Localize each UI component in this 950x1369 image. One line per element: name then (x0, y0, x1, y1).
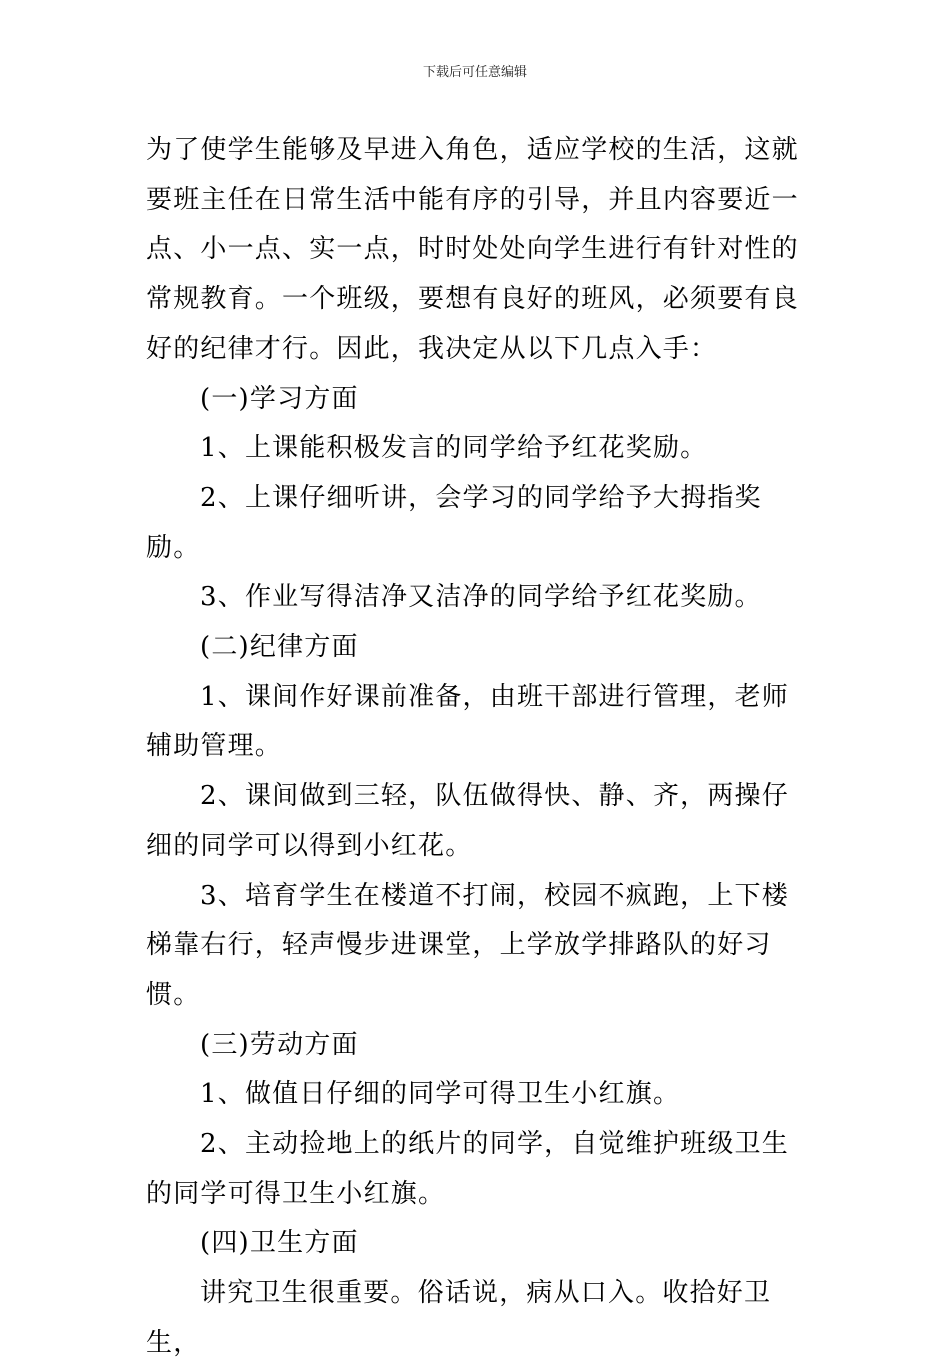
paragraph-labor-2: 2、主动捡地上的纸片的同学，自觉维护班级卫生的同学可得卫生小红旗。 (146, 1129, 789, 1209)
paragraph-study-3: 3、作业写得洁净又洁净的同学给予红花奖励。 (200, 582, 762, 613)
paragraph-hygiene-1: 讲究卫生很重要。俗话说，病从口入。收拾好卫生， (146, 1278, 772, 1358)
page-header: 下载后可任意编辑 (422, 65, 527, 80)
paragraph-study-1: 1、上课能积极发言的同学给予红花奖励。 (200, 433, 708, 464)
document-body (146, 126, 810, 1369)
paragraph-discipline-3: 3、培育学生在楼道不打闹，校园不疯跑，上下楼梯靠右行，轻声慢步进课堂，上学放学排路队的好习惯。 (146, 880, 789, 1010)
paragraph-study-2: 2、上课仔细听讲，会学习的同学给予大拇指奖励。 (146, 482, 762, 563)
section-heading-labor: (三)劳动方面 (200, 1029, 359, 1060)
section-heading-hygiene: (四)卫生方面 (200, 1228, 359, 1259)
section-heading-discipline: (二)纪律方面 (200, 632, 359, 663)
paragraph-intro: 为了使学生能够及早进入角色，适应学校的生活，这就要班主任在日常生活中能有序的引导，并且内容要近一点、小一点、实一点，时时处处向学生进行有针对性的常规教育。一个班级，要想有良好的班风，必须要有良好的纪律才行。因此，我决定从以下几点入手： (146, 135, 799, 364)
paragraph-discipline-1: 1、课间作好课前准备，由班干部进行管理，老师辅助管理。 (146, 681, 789, 762)
paragraph-labor-1: 1、做值日仔细的同学可得卫生小红旗。 (200, 1079, 681, 1110)
paragraph-discipline-2: 2、课间做到三轻，队伍做得快、静、齐，两操仔细的同学可以得到小红花。 (146, 781, 789, 861)
section-heading-study: (一)学习方面 (200, 383, 359, 414)
